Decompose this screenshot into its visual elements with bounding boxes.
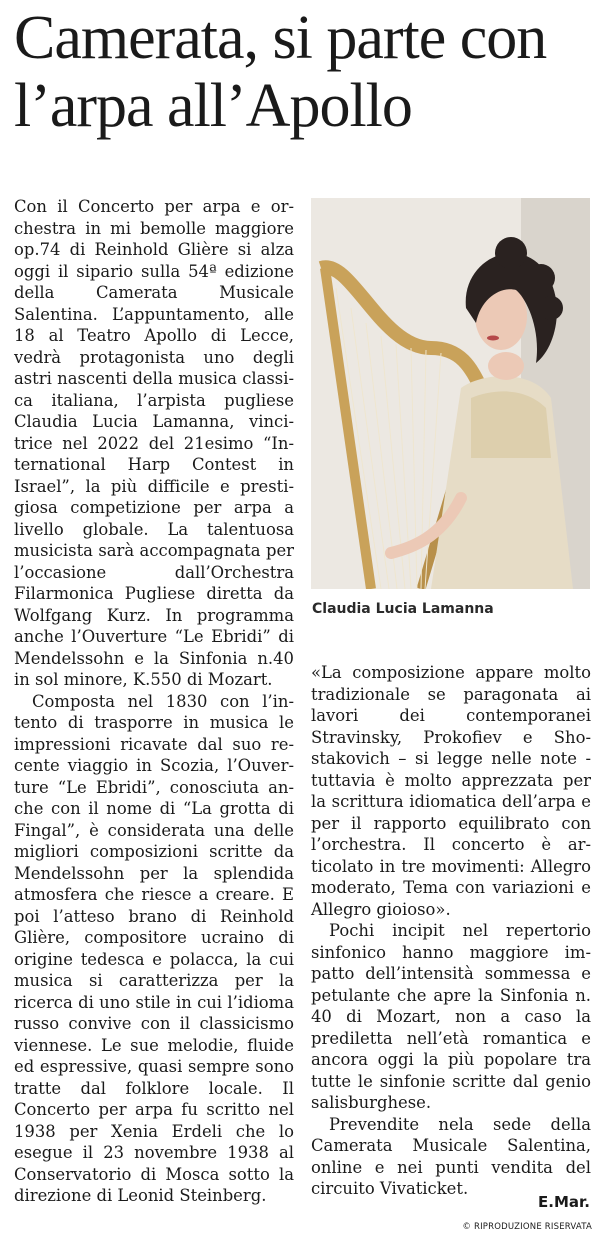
photo-caption: Claudia Lucia Lamanna <box>312 601 494 617</box>
article-column-left <box>14 196 294 1207</box>
copyright-notice: © RIPRODUZIONE RISERVATA <box>462 1222 592 1232</box>
article-paragraph: Composta nel 1830 con l’intento di trasporre in musica le impressioni ricavate dal suo recente viaggio in Scozia, l’Ouverture “Le Ebridi”, conosciuta anche con il nome di “La grotta di Fingal”, è considerata una delle migliori composizioni scritte da Mendelssohn per la splendida atmosfera che riesce a creare. E poi l’atteso brano di Reinhold Glière, compositore ucraino di origine tedesca e polacca, la cui musica si caratterizza per la ricerca di uno stile in cui l’idioma russo convive con il classicismo viennese. Le sue melodie, fluide ed espressive, quasi sempre sono tratte dal folklore locale. Il Concerto per arpa fu scritto nel 1938 per Xenia Erdeli che lo esegue il 23 novembre 1938 al Conservatorio di Mosca sotto la direzione di Leonid Steinberg. <box>14 691 294 1205</box>
article-paragraph: Pochi incipit nel repertorio sinfonico hanno maggiore impatto dell’intensità sommessa e petulante che apre la Sinfonia n. 40 di Mozart, non a caso la prediletta nell’età romantica e ancora oggi la più popolare tra tutte le sinfonie scritte dal genio salisburghese. <box>311 921 591 1112</box>
harpist-illustration <box>311 198 590 589</box>
article-paragraph: «La composizione appare molto tradizionale se paragonata ai lavori dei contemporanei Stravinsky, Prokofiev e Shostakovich – si legge nelle note - tuttavia è molto apprezzata per la scrittura idiomatica dell’arpa e per il rapporto equilibrato con l’orchestra. Il concerto è articolato in tre movimenti: Allegro moderato, Tema con variazioni e Allegro gioioso». <box>311 663 591 919</box>
article-column-right <box>311 662 591 1200</box>
author-signature: E.Mar. <box>538 1193 590 1211</box>
article-paragraph: Prevendite nela sede della Camerata Musicale Salentina, online e nei punti vendita del circuito Vivaticket. <box>311 1114 591 1198</box>
harpist-photo <box>311 198 590 589</box>
article-paragraph: Con il Concerto per arpa e orchestra in mi bemolle maggiore op.74 di Reinhold Glière si alza oggi il sipario sulla 54ª edizione della Camerata Musicale Salentina. L’appuntamento, alle 18 al Teatro Apollo di Lecce, vedrà protagonista uno degli astri nascenti della musica classica italiana, l’arpista pugliese Claudia Lucia Lamanna, vincitrice nel 2022 del 21esimo “International Harp Contest in Israel”, la più difficile e prestigiosa competizione per arpa a livello globale. La talentuosa musicista sarà accompagnata per l’occasione dall’Orchestra Filarmonica Pugliese diretta da Wolfgang Kurz. In programma anche l’Ouverture “Le Ebridi” di Mendelssohn e la Sinfonia n.40 in sol minore, K.550 di Mozart. <box>14 197 294 689</box>
headline: Camerata, si parte con l’arpa all’Apollo <box>14 4 547 140</box>
